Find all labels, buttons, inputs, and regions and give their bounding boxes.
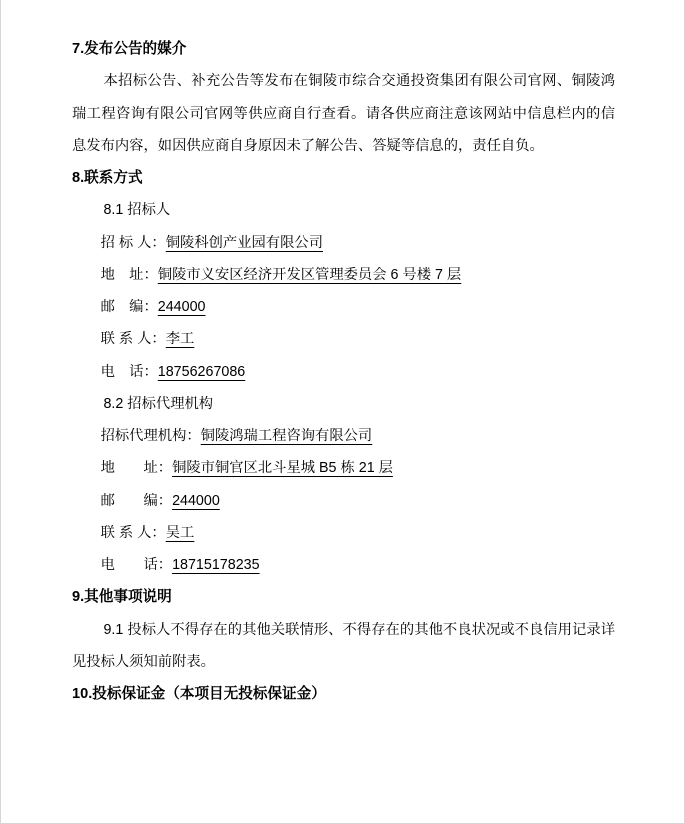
field-bidder-postcode-value: 244000	[157, 299, 206, 315]
field-bidder	[72, 227, 615, 259]
field-bidder-label: 招 标 人：	[100, 234, 166, 251]
field-agency-label: 招标代理机构：	[100, 428, 201, 444]
field-bidder-phone	[72, 356, 615, 388]
field-bidder-value: 铜陵科创产业园有限公司	[165, 234, 323, 251]
field-bidder-address-value: 铜陵市义安区经济开发区管理委员会 6 号楼 7 层	[157, 266, 462, 283]
field-agency-address	[72, 452, 615, 484]
field-bidder-phone-value: 18756267086	[157, 363, 246, 380]
section-7-paragraph: 本招标公告、补充公告等发布在铜陵市综合交通投资集团有限公司官网、铜陵鸿瑞工程咨询有限公司官网等供应商自行查看。请各供应商注意该网站中信息栏内的信息发布内容，如因供应商自身原因未了解公告、答疑等信息的，责任自负。	[72, 73, 615, 154]
section-8-heading: 8.联系方式	[72, 170, 143, 186]
section-9-paragraph: 9.1 投标人不得存在的其他关联情形、不得存在的其他不良状况或不良信用记录详见投标人须知前附表。	[72, 621, 615, 670]
field-agency-postcode-label: 邮 编：	[100, 492, 173, 509]
field-agency	[72, 420, 615, 452]
section-8-1-heading: 8.1 招标人	[103, 202, 171, 219]
field-agency-postcode	[72, 485, 615, 517]
section-10-heading: 10.投标保证金（本项目无投标保证金）	[72, 686, 326, 702]
field-bidder-contact-value: 李工	[165, 331, 195, 348]
field-agency-address-label: 地 址：	[100, 460, 173, 477]
field-bidder-postcode	[72, 291, 615, 323]
field-agency-value: 铜陵鸿瑞工程咨询有限公司	[200, 428, 373, 444]
document-content	[1, 0, 684, 710]
field-bidder-address-label: 地 址：	[100, 266, 158, 283]
field-agency-contact	[72, 517, 615, 549]
section-8-2-heading: 8.2 招标代理机构	[103, 395, 214, 412]
field-agency-contact-label: 联 系 人：	[100, 524, 166, 541]
field-agency-contact-value: 吴工	[165, 524, 195, 541]
section-9-heading: 9.其他事项说明	[72, 589, 172, 606]
field-bidder-contact	[72, 323, 615, 355]
field-bidder-phone-label: 电 话：	[100, 363, 158, 380]
field-agency-phone-label: 电 话：	[100, 557, 173, 573]
field-agency-phone	[72, 549, 615, 581]
section-7-heading: 7.发布公告的媒介	[72, 41, 187, 57]
field-agency-postcode-value: 244000	[172, 492, 220, 509]
field-bidder-postcode-label: 邮 编：	[100, 299, 158, 315]
field-agency-address-value: 铜陵市铜官区北斗星城 B5 栋 21 层	[172, 460, 393, 477]
field-bidder-contact-label: 联 系 人：	[100, 331, 166, 348]
field-agency-phone-value: 18715178235	[172, 557, 260, 573]
field-bidder-address	[72, 259, 615, 291]
